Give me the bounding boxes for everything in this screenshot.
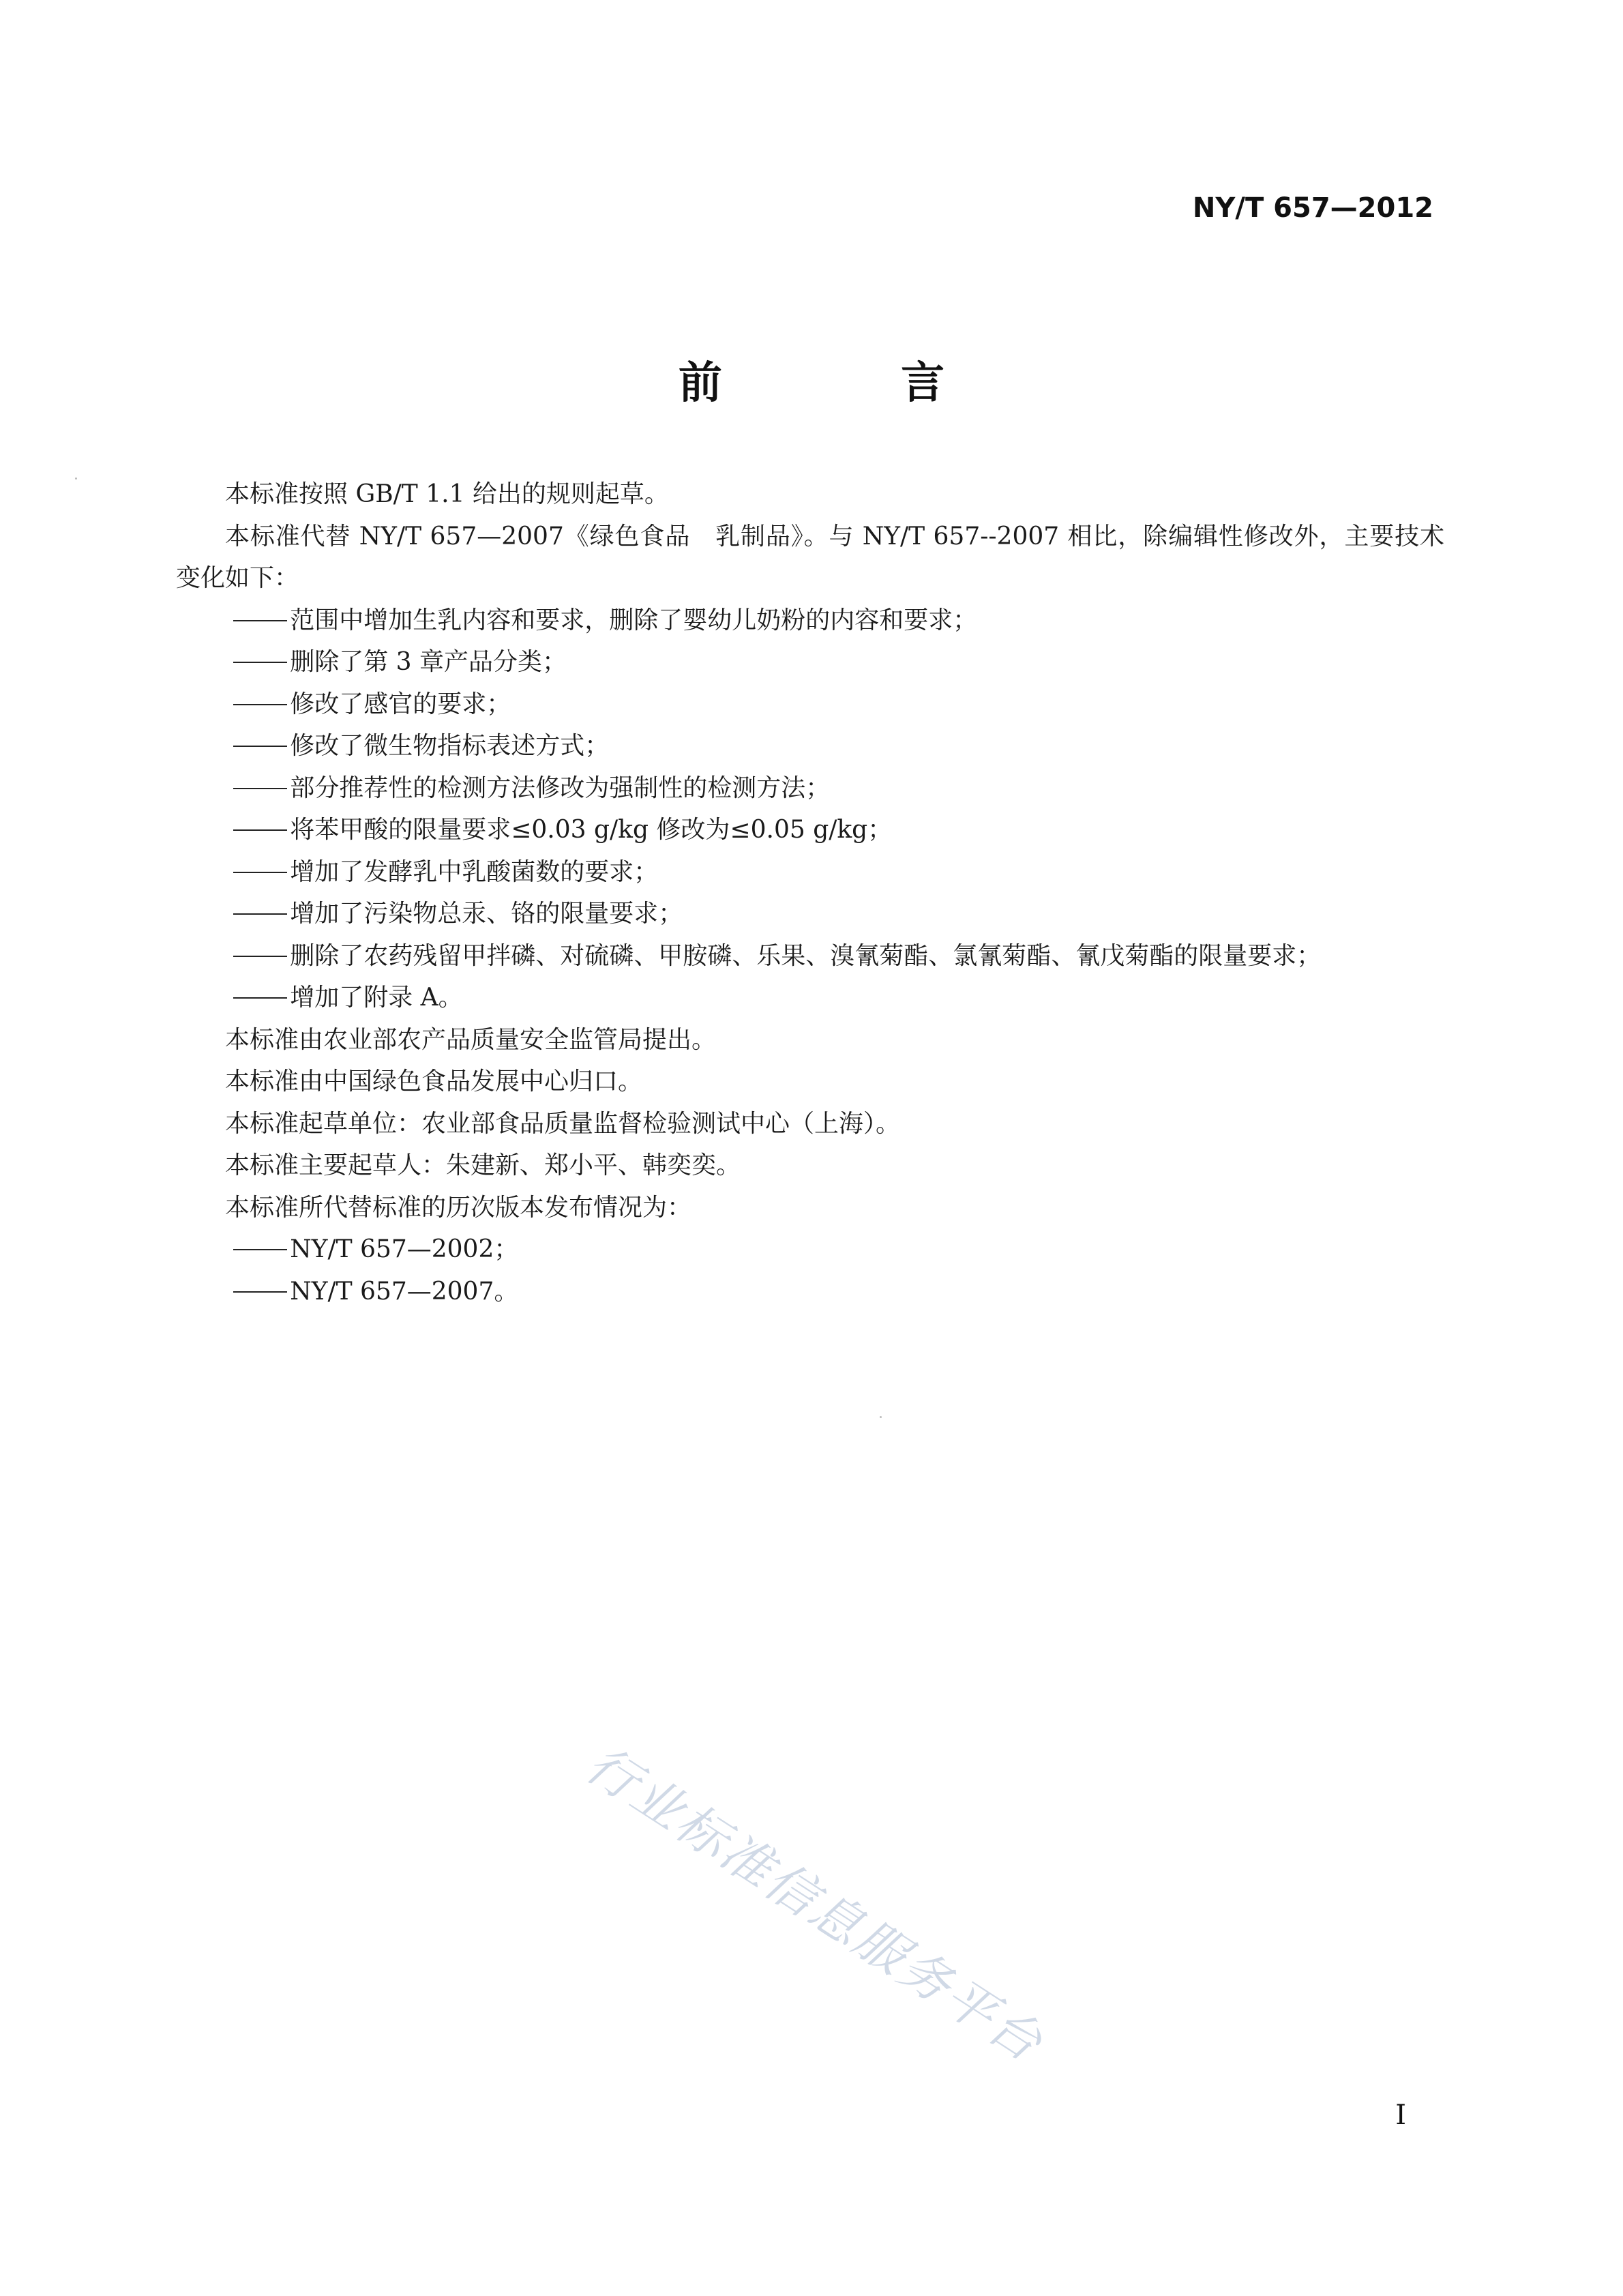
paragraph-drafting-rules: 本标准按照 GB/T 1.1 给出的规则起草。 <box>225 480 669 508</box>
history-item <box>176 1228 1444 1271</box>
dash-mark <box>233 913 287 915</box>
change-item <box>176 851 1444 894</box>
dash-mark <box>233 1249 287 1250</box>
change-item-text: 范围中增加生乳内容和要求，删除了婴幼儿奶粉的内容和要求； <box>290 606 978 634</box>
dash-mark <box>233 1291 287 1293</box>
change-item <box>176 725 1444 767</box>
dash-mark <box>233 746 287 747</box>
change-item <box>176 683 1444 726</box>
change-item-text: 修改了感官的要求； <box>290 690 511 718</box>
history-item-text: NY/T 657—2007。 <box>290 1277 519 1306</box>
change-item-text: 增加了污染物总汞、铬的限量要求； <box>290 900 683 928</box>
dash-mark <box>233 829 287 831</box>
dash-mark <box>233 662 287 663</box>
change-item-text: 增加了附录 A。 <box>290 984 463 1012</box>
dash-mark <box>233 704 287 705</box>
change-item <box>176 935 1444 977</box>
change-item <box>176 893 1444 935</box>
change-item <box>176 977 1444 1019</box>
scan-speck <box>880 1416 882 1418</box>
watermark-text: 行业标准信息服务平台 <box>576 1735 1054 2074</box>
change-item <box>176 641 1444 683</box>
change-item-text: 修改了微生物指标表述方式； <box>290 732 610 760</box>
dash-mark <box>233 872 287 873</box>
paragraph-drafters: 本标准主要起草人：朱建新、郑小平、韩奕奕。 <box>225 1151 741 1179</box>
change-item-text: 将苯甲酸的限量要求≤0.03 g/kg 修改为≤0.05 g/kg； <box>290 816 893 844</box>
change-item <box>176 600 1444 642</box>
page-number: I <box>1395 2100 1406 2131</box>
dash-mark <box>233 620 287 621</box>
paragraph-centralized-by: 本标准由中国绿色食品发展中心归口。 <box>225 1068 643 1095</box>
dash-mark <box>233 788 287 789</box>
change-item-text: 部分推荐性的检测方法修改为强制性的检测方法； <box>290 774 831 802</box>
paragraph-history-intro: 本标准所代替标准的历次版本发布情况为： <box>225 1193 692 1222</box>
dash-mark <box>233 997 287 999</box>
paragraph-proposed-by: 本标准由农业部农产品质量安全监管局提出。 <box>225 1025 717 1054</box>
change-item-text: 删除了第 3 章产品分类； <box>290 648 567 676</box>
change-item-text: 删除了农药残留甲拌磷、对硫磷、甲胺磷、乐果、溴氰菊酯、氯氰菊酯、氰戊菊酯的限量要求； <box>290 941 1322 970</box>
paragraph-replaces: 本标准代替 NY/T 657—2007《绿色食品 乳制品》。与 NY/T 657--2007 相比，除编辑性修改外，主要技术变化如下： <box>176 522 1444 592</box>
page-title: 前 言 <box>678 358 1027 409</box>
history-item-text: NY/T 657—2002； <box>290 1235 519 1263</box>
standard-code: NY/T 657—2012 <box>1192 192 1433 224</box>
foreword-body <box>176 473 1444 1312</box>
change-item-text: 增加了发酵乳中乳酸菌数的要求； <box>290 857 659 886</box>
dash-mark <box>233 956 287 957</box>
change-item <box>176 767 1444 810</box>
paragraph-drafting-unit: 本标准起草单位：农业部食品质量监督检验测试中心（上海）。 <box>225 1109 901 1138</box>
history-item <box>176 1271 1444 1313</box>
scan-speck <box>75 477 77 480</box>
change-item <box>176 809 1444 851</box>
